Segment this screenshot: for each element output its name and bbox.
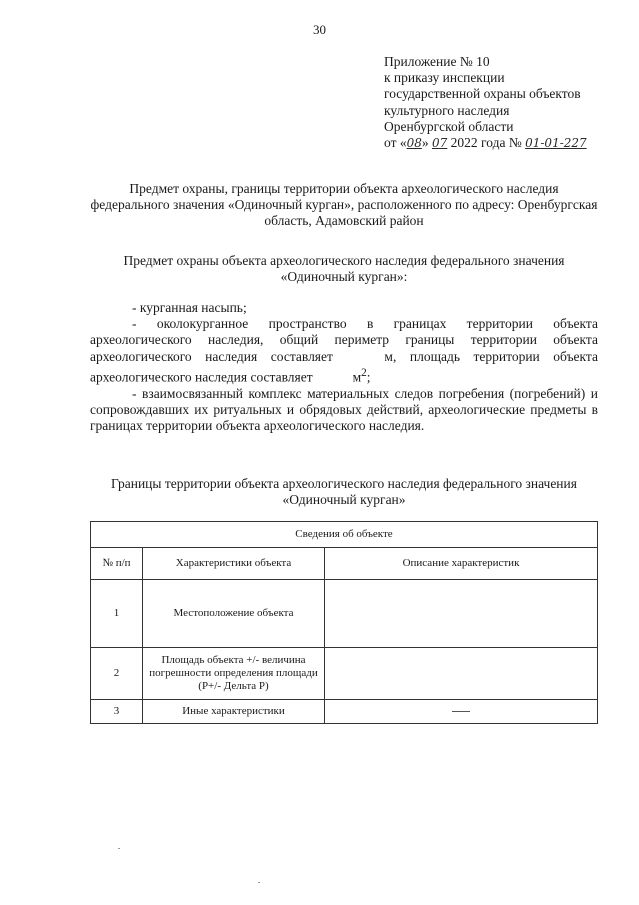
item2-unit: м — [352, 369, 362, 385]
item2-superscript: 2 — [361, 366, 367, 379]
annex-line: государственной охраны объектов — [384, 86, 581, 102]
object-info-table — [90, 521, 598, 724]
annex-block — [384, 54, 587, 151]
annex-line: Оренбургской области — [384, 118, 514, 134]
document-title: Предмет охраны, границы территории объекта археологического наследия федерального значения «Одиночный курган», расположенного по адресу: Оренбургская область, Адамовский район — [90, 181, 598, 229]
item-surrounding-space — [90, 316, 598, 385]
annex-line: к приказу инспекции — [384, 70, 505, 86]
item-burial-complex: - взаимосвязанный комплекс материальных следов погребения (погребений) и сопровождавших их ритуальных и обрядовых действий, археологические предметы в границах территории объекта археологического наследия. — [90, 385, 598, 433]
annex-line: культурного наследия — [384, 102, 510, 118]
bounds-heading: Границы территории объекта археологического наследия федерального значения «Одиночный курган» — [111, 476, 577, 508]
row-number: 3 — [91, 700, 143, 724]
protection-items — [90, 300, 598, 434]
handwritten-month: 07 — [432, 136, 448, 151]
date-mid: » — [421, 135, 433, 151]
column-header-description: Описание характеристик — [325, 548, 598, 580]
item2-text-b: м, площадь территории объекта археологического наследия составляет — [90, 348, 598, 385]
row-label: Площадь объекта +/- величина погрешности определения площади (Р+/- Дельта Р) — [143, 648, 325, 700]
table-row — [91, 648, 598, 700]
date-prefix: от « — [384, 135, 407, 151]
row-label: Местоположение объекта — [143, 580, 325, 648]
scan-speck — [118, 848, 120, 849]
row-description — [325, 648, 598, 700]
table-row — [91, 580, 598, 648]
column-header-number: № п/п — [91, 548, 143, 580]
row-label: Иные характеристики — [143, 700, 325, 724]
item2-text-a: - околокурганное пространство в границах территории объекта археологического наследия, общий периметр границы территории объекта археологического наследия составляет — [90, 316, 598, 364]
handwritten-day: 08 — [406, 136, 422, 151]
column-header-characteristics: Характеристики объекта — [143, 548, 325, 580]
row-description — [325, 580, 598, 648]
page-number: 30 — [313, 22, 326, 37]
item2-end: ; — [366, 369, 371, 385]
scan-speck — [258, 882, 260, 883]
table-row — [91, 700, 598, 724]
annex-line: Приложение № 10 — [384, 54, 490, 69]
dash-mark — [452, 711, 470, 712]
year-text: 2022 года № — [447, 135, 526, 151]
annex-date-line — [384, 135, 587, 151]
row-number: 2 — [91, 648, 143, 700]
item-mound: - курганная насыпь; — [132, 300, 247, 315]
row-description — [325, 700, 598, 724]
protection-subject-heading: Предмет охраны объекта археологического наследия федерального значения «Одиночный курган»: — [123, 253, 565, 285]
row-number: 1 — [91, 580, 143, 648]
table-header: Сведения об объекте — [91, 522, 598, 548]
handwritten-order-number: 01-01-227 — [525, 136, 587, 151]
